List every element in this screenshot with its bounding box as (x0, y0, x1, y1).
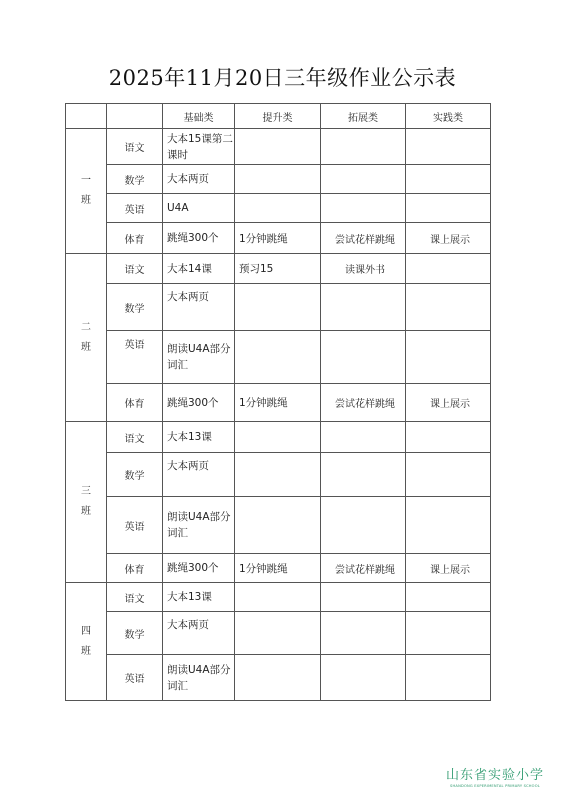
header-row (66, 104, 491, 129)
improve-cell: 1分钟跳绳 (235, 223, 321, 254)
class-name: 三 班 (66, 422, 107, 583)
improve-cell (235, 612, 321, 655)
practice-cell (406, 331, 491, 384)
header-subject (107, 104, 163, 129)
extend-cell (321, 331, 406, 384)
improve-cell (235, 165, 321, 194)
extend-cell (321, 497, 406, 554)
header-basic: 基础类 (163, 104, 235, 129)
practice-cell (406, 583, 491, 612)
practice-cell (406, 165, 491, 194)
subject-cell: 数学 (107, 284, 163, 331)
improve-cell (235, 422, 321, 453)
basic-cell: 朗读U4A部分词汇 (163, 497, 235, 554)
basic-cell: 大本13课 (163, 583, 235, 612)
subject-cell: 语文 (107, 254, 163, 284)
subject-cell: 数学 (107, 612, 163, 655)
extend-cell: 尝试花样跳绳 (321, 554, 406, 583)
table-row (66, 194, 491, 223)
table-row (66, 254, 491, 284)
class-name: 四 班 (66, 583, 107, 701)
page-title: 2025年11月20日三年级作业公示表 (108, 66, 457, 90)
basic-cell: 大本13课 (163, 422, 235, 453)
basic-cell: 朗读U4A部分词汇 (163, 655, 235, 701)
extend-cell (321, 612, 406, 655)
subject-cell: 英语 (107, 194, 163, 223)
table-row (66, 223, 491, 254)
extend-cell: 尝试花样跳绳 (321, 223, 406, 254)
practice-cell (406, 129, 491, 165)
school-logo-subtext: SHANDONG EXPERIMENTAL PRIMARY SCHOOL (450, 784, 540, 788)
extend-cell (321, 422, 406, 453)
extend-cell (321, 655, 406, 701)
school-logo (445, 764, 545, 788)
practice-cell (406, 497, 491, 554)
practice-cell (406, 655, 491, 701)
extend-cell (321, 165, 406, 194)
table-row (66, 165, 491, 194)
subject-cell: 体育 (107, 554, 163, 583)
class-name: 一 班 (66, 129, 107, 254)
basic-cell: 跳绳300个 (163, 384, 235, 422)
table-row (66, 422, 491, 453)
school-logo-text: 山东省实验小学 (445, 768, 544, 783)
basic-cell: 大本14课 (163, 254, 235, 284)
subject-cell: 英语 (107, 497, 163, 554)
improve-cell: 1分钟跳绳 (235, 384, 321, 422)
improve-cell (235, 497, 321, 554)
extend-cell: 尝试花样跳绳 (321, 384, 406, 422)
improve-cell (235, 284, 321, 331)
table-row (66, 331, 491, 384)
subject-cell: 英语 (107, 331, 163, 384)
basic-cell: 大本15课第二课时 (163, 129, 235, 165)
class-name: 二 班 (66, 254, 107, 422)
extend-cell: 读课外书 (321, 254, 406, 284)
basic-cell: 大本两页 (163, 612, 235, 655)
basic-cell: 跳绳300个 (163, 554, 235, 583)
basic-cell: 大本两页 (163, 165, 235, 194)
table-row (66, 612, 491, 655)
subject-cell: 体育 (107, 384, 163, 422)
table-row (66, 384, 491, 422)
practice-cell (406, 194, 491, 223)
subject-cell: 语文 (107, 422, 163, 453)
practice-cell (406, 422, 491, 453)
improve-cell (235, 583, 321, 612)
homework-table (65, 103, 491, 701)
practice-cell: 课上展示 (406, 384, 491, 422)
practice-cell: 课上展示 (406, 554, 491, 583)
header-practice: 实践类 (406, 104, 491, 129)
extend-cell (321, 284, 406, 331)
table-row (66, 129, 491, 165)
table-row (66, 655, 491, 701)
basic-cell: 跳绳300个 (163, 223, 235, 254)
subject-cell: 英语 (107, 655, 163, 701)
table-row (66, 497, 491, 554)
practice-cell: 课上展示 (406, 223, 491, 254)
subject-cell: 语文 (107, 583, 163, 612)
extend-cell (321, 194, 406, 223)
header-improve: 提升类 (235, 104, 321, 129)
practice-cell (406, 612, 491, 655)
subject-cell: 语文 (107, 129, 163, 165)
improve-cell (235, 331, 321, 384)
basic-cell: 朗读U4A部分词汇 (163, 331, 235, 384)
table-row (66, 554, 491, 583)
basic-cell: U4A (163, 194, 235, 223)
extend-cell (321, 129, 406, 165)
extend-cell (321, 583, 406, 612)
improve-cell (235, 453, 321, 497)
basic-cell: 大本两页 (163, 453, 235, 497)
practice-cell (406, 453, 491, 497)
header-corner (66, 104, 107, 129)
extend-cell (321, 453, 406, 497)
improve-cell (235, 655, 321, 701)
improve-cell (235, 129, 321, 165)
subject-cell: 数学 (107, 165, 163, 194)
practice-cell (406, 254, 491, 284)
basic-cell: 大本两页 (163, 284, 235, 331)
improve-cell: 1分钟跳绳 (235, 554, 321, 583)
subject-cell: 体育 (107, 223, 163, 254)
practice-cell (406, 284, 491, 331)
table-row (66, 583, 491, 612)
subject-cell: 数学 (107, 453, 163, 497)
improve-cell (235, 194, 321, 223)
header-extend: 拓展类 (321, 104, 406, 129)
table-row (66, 284, 491, 331)
improve-cell: 预习15 (235, 254, 321, 284)
table-row (66, 453, 491, 497)
